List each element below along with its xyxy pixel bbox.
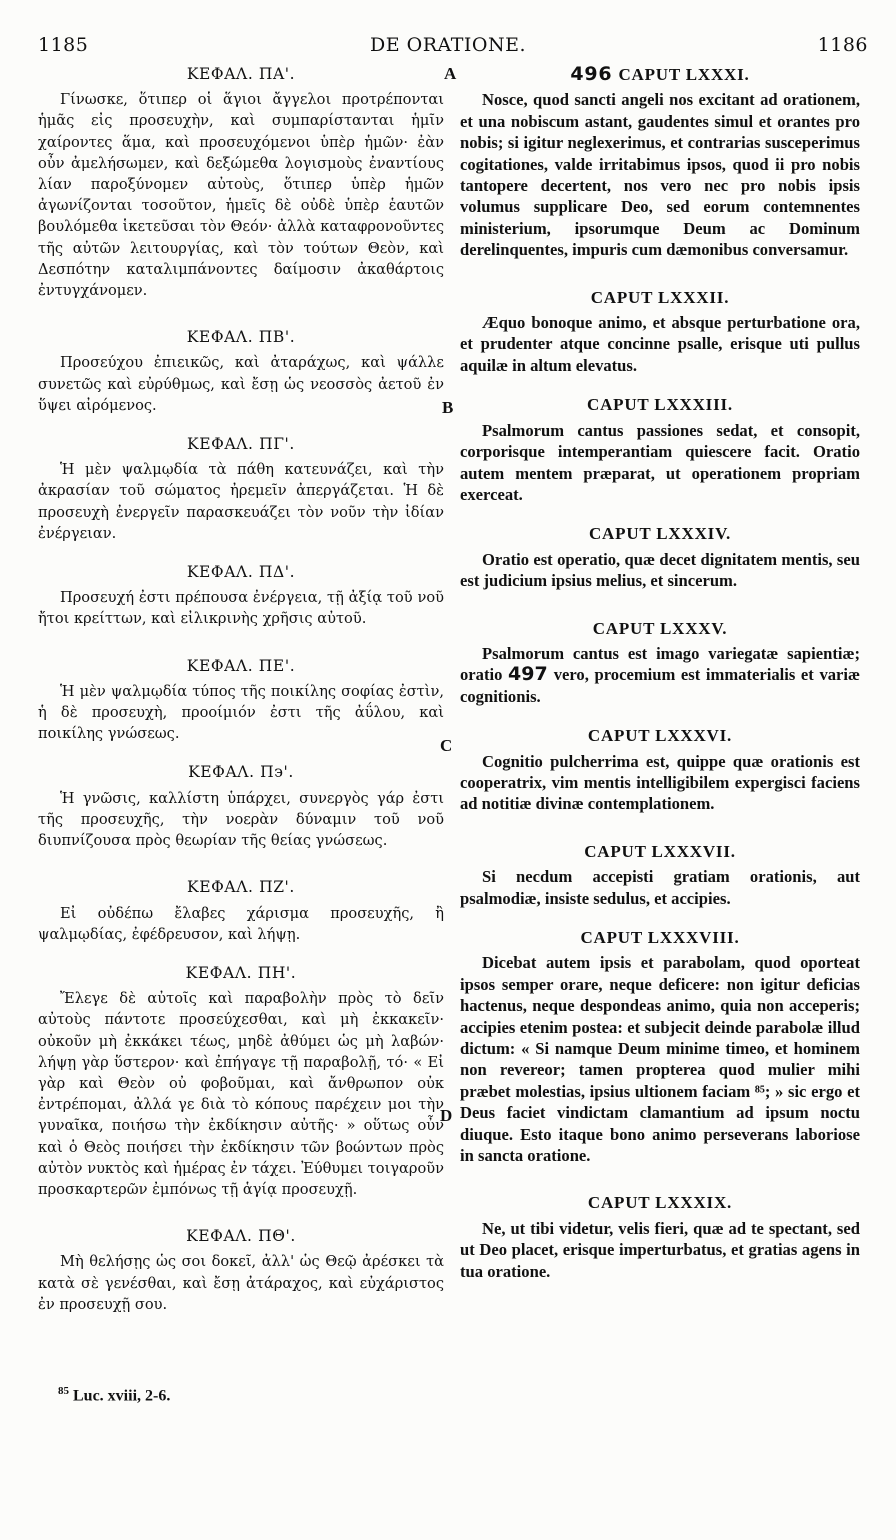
footnote-text: Luc. xviii, 2-6. xyxy=(73,1387,171,1405)
section-text: Ἡ γνῶσις, καλλίστη ὑπάρχει, συνεργὸς γάρ ἐστι τῆς προσευχῆς, τὴν νοερὰν δύναμιν τοῦ νοῦ διυπνίζουσα πρὸς θεωρίαν τῆς θείας γνώσεως. xyxy=(38,789,444,850)
section-text: Oratio est operatio, quæ decet dignitatem mentis, seu est judicium ipsius melius, et sincerum. xyxy=(460,549,860,591)
section-heading: CAPUT LXXXVI. xyxy=(587,726,733,746)
section-heading: CAPUT LXXXIII. xyxy=(587,395,733,415)
section-heading: ΚΕΦΑΛ. ΠΒ'. xyxy=(186,328,296,347)
section-heading: CAPUT LXXXVII. xyxy=(584,841,736,861)
margin-marker-a: A xyxy=(444,64,457,83)
section-heading: ΚΕΦΑΛ. ΠΖ'. xyxy=(187,878,295,897)
margin-marker-d: D xyxy=(440,1106,453,1125)
greek-section xyxy=(38,562,444,630)
section-heading: ΚΕΦΑΛ. ΠΓ'. xyxy=(187,435,295,454)
section-heading: ΚΕΦΑΛ. Π϶'. xyxy=(188,763,294,782)
latin-section xyxy=(460,394,860,505)
latin-section xyxy=(460,725,860,815)
section-text: Dicebat autem ipsis et parabolam, quod oporteat ipsos semper orare, neque deficere: non igitur deficias hactenus, neque despondeas animo, quia non acceperis; accipies etenim postea: et subjecit deinde parabolæ illud dictum: « Si namque Deum minime timeo, et hominem non revereor; tamen propterea quod mulier mihi præbet molestias, ipsius ultionem faciam ⁸⁵; » sic ergo et Deus faciet vindictam clamantium ad ipsum noctu diuque. Esto itaque bono animo perseverans laboriose in sancta oratione. xyxy=(460,953,860,1166)
latin-section xyxy=(460,927,860,1166)
latin-section xyxy=(460,841,860,909)
greek-section xyxy=(38,64,444,301)
latin-section xyxy=(460,618,860,708)
section-text-part: Psalmorum cantus est imago variegatæ sapientiæ; oratio xyxy=(460,643,860,685)
section-text-part: vero, procemium est immaterialis et variæ cognitionis. xyxy=(460,665,860,706)
section-heading: ΚΕΦΑΛ. ΠΘ'. xyxy=(186,1227,296,1246)
greek-section xyxy=(38,762,444,851)
section-text: Cognitio pulcherrima est, quippe quæ orationis est cooperatrix, vim mentis intelligibilem expergisci faciens ad notitiæ divinæ contemplationem. xyxy=(460,751,860,814)
section-heading: ΚΕΦΑΛ. ΠΔ'. xyxy=(186,563,296,582)
page-marker: 497 xyxy=(508,663,548,686)
section-heading: ΚΕΦΑΛ. ΠΗ'. xyxy=(185,963,297,982)
section-text: Æquo bonoque animo, et absque perturbatione ora, et prudenter atque concinne psalle, erisque uti pullus aquilæ in altum elevatus. xyxy=(460,313,860,375)
page-marker: 496 xyxy=(570,63,613,85)
greek-section xyxy=(38,877,444,945)
latin-section xyxy=(460,64,860,261)
page-number-left: 1185 xyxy=(38,34,89,56)
section-text xyxy=(460,643,860,707)
section-heading-label: CAPUT LXXXI. xyxy=(618,65,750,84)
running-title: DE ORATIONE. xyxy=(370,34,526,56)
section-heading: CAPUT LXXXII. xyxy=(590,287,730,307)
section-text: Προσεύχου ἐπιεικῶς, καὶ ἀταράχως, καὶ ψάλλε συνετῶς καὶ εὐρύθμως, καὶ ἔσῃ ὡς νεοσσὸς ἀετοῦ ἐν ὕψει αἰρόμενος. xyxy=(38,354,444,414)
section-text: Μὴ θελήσῃς ὡς σοι δοκεῖ, ἀλλ' ὡς Θεῷ ἀρέσκει τὰ κατὰ σὲ γενέσθαι, καὶ ἔσῃ ἀτάραχος, καὶ εὐχάριστος ἐν προσευχῇ σου. xyxy=(38,1253,444,1313)
footnote xyxy=(58,1385,170,1405)
greek-section xyxy=(38,1226,444,1315)
section-heading: CAPUT LXXXIV. xyxy=(588,524,732,544)
section-heading xyxy=(460,64,860,85)
section-text: Nosce, quod sancti angeli nos excitant ad orationem, et una nobiscum astant, gaudentes simul et orantes pro nobis; si igitur neglexerimus, et contrarias susceperimus cogitationes, valde irritabimus ipsos, quod ii pro nobis tantopere decertent, nos vero nec pro nobis ipsis volumus supplicare Deo, sed eorum contemnentes ministerium, ipsorumque Deum ac Dominum derelinquentes, impuris cum dæmonibus conversamur. xyxy=(460,90,860,260)
section-heading: CAPUT LXXXIX. xyxy=(587,1193,733,1213)
section-heading: ΚΕΦΑΛ. ΠΕ'. xyxy=(186,656,296,675)
section-text: Si necdum accepisti gratiam orationis, aut psalmodiæ, insiste sedulus, et accipies. xyxy=(460,867,860,908)
section-text: Γίνωσκε, ὅτιπερ οἱ ἅγιοι ἄγγελοι προτρέπονται ἡμᾶς εἰς προσευχὴν, καὶ συμπαρίστανται ἡμῖν χαίροντες ἅμα, καὶ προσευχόμενοι ὑπὲρ ἡμῶν· ἐὰν οὖν ἀμελήσωμεν, καὶ δεξώμεθα λογισμοὺς ἐναντίους λίαν παροξύνομεν αὐτοὺς, ὅτιπερ ὑπὲρ ἡμῶν ἀγωνίζονται τοσοῦτον, ἡμεῖς δὲ οὐδὲ ὑπὲρ ἑαυτῶν βουλόμεθα ἱκετεῦσαι τὸν Θεόν· ἀλλὰ καταφρονοῦντες τῆς αὐτῶν λειτουργίας, καὶ τὸν τούτων Θεὸν, καὶ Δεσπότην καταλιμπάνοντες δαίμοσιν ἀκαθάρτοις ἐντυγχάνομεν. xyxy=(38,91,444,300)
footnote-ref: 85 xyxy=(58,1385,69,1397)
section-text: Ἡ μὲν ψαλμῳδία τὰ πάθη κατευνάζει, καὶ τὴν ἀκρασίαν τοῦ σώματος ἠρεμεῖν ἀπεργάζεται. Ἡ δὲ προσευχὴ ἐνεργεῖν παρασκευάζει τὸν νοῦν τὴν ἰδίαν ἐνέργειαν. xyxy=(38,461,444,542)
section-heading: CAPUT LXXXVIII. xyxy=(580,928,740,947)
section-text: Psalmorum cantus passiones sedat, et consopit, corporisque intemperantiam quiescere facit. Oratio autem mentem præparat, ut operationem propriam exerceat. xyxy=(460,420,860,504)
latin-section xyxy=(460,1192,860,1282)
section-heading: ΚΕΦΑΛ. ΠΑ'. xyxy=(186,65,296,83)
greek-section xyxy=(38,327,444,416)
greek-section xyxy=(38,656,444,745)
latin-section xyxy=(460,287,860,377)
latin-section xyxy=(460,523,860,591)
greek-section xyxy=(38,434,444,544)
section-text: Ne, ut tibi videtur, velis fieri, quæ ad te spectant, sed ut Deo placet, erisque imperturbatus, et gratias agens in tua oratione. xyxy=(460,1218,860,1281)
section-text: Ἔλεγε δὲ αὐτοῖς καὶ παραβολὴν πρὸς τὸ δεῖν αὐτοὺς πάντοτε προσεύχεσθαι, καὶ μὴ ἐκκακεῖν· οὐκοῦν μὴ ἐκκάκει τέως, μηδὲ ἀθύμει ὡς μὴ λαβών· λήψῃ γὰρ ὕστερον· καὶ ἐπήγαγε τῇ παραβολῇ, τό· « Εἰ γὰρ καὶ Θεὸν οὐ φοβοῦμαι, καὶ ἄνθρωπον οὐκ ἐντρέπομαι, ἀλλά γε διὰ τὸ κόπους παρέχειν μοι τὴν γυναῖκα, ποιήσω τὴν ἐκδίκησιν αὐτῆς· » οὕτως οὖν καὶ ὁ Θεὸς ποιήσει τὴν ἐκδίκησιν τῶν βοώντων πρὸς αὐτὸν νυκτὸς καὶ ἡμέρας ἐν τάχει. Ἐύθυμει τοιγαροῦν προσκαρτερῶν ἐμπόνως τῇ ἁγίᾳ προσευχῇ. xyxy=(38,990,444,1198)
page-number-right: 1186 xyxy=(817,34,868,56)
section-heading: CAPUT LXXXV. xyxy=(592,618,728,638)
section-text: Εἰ οὐδέπω ἔλαβες χάρισμα προσευχῆς, ἢ ψαλμῳδίας, ἐφέδρευσον, καὶ λήψῃ. xyxy=(38,904,444,943)
latin-column xyxy=(460,64,860,1308)
margin-marker-c: C xyxy=(440,736,453,755)
greek-section xyxy=(38,963,444,1200)
greek-column xyxy=(38,64,444,1341)
section-text: Προσευχή ἐστι πρέπουσα ἐνέργεια, τῇ ἀξίᾳ τοῦ νοῦ ἤτοι κρείττων, καὶ εἰλικρινὴς χρῆσις αὐτοῦ. xyxy=(38,589,444,628)
margin-marker-b: B xyxy=(442,398,454,417)
section-text: Ἡ μὲν ψαλμῳδία τύπος τῆς ποικίλης σοφίας ἐστὶν, ἡ δὲ προσευχὴ, προοίμιόν ἐστι τῆς ἀΰλου, καὶ ποικίλης γνώσεως. xyxy=(38,682,444,743)
